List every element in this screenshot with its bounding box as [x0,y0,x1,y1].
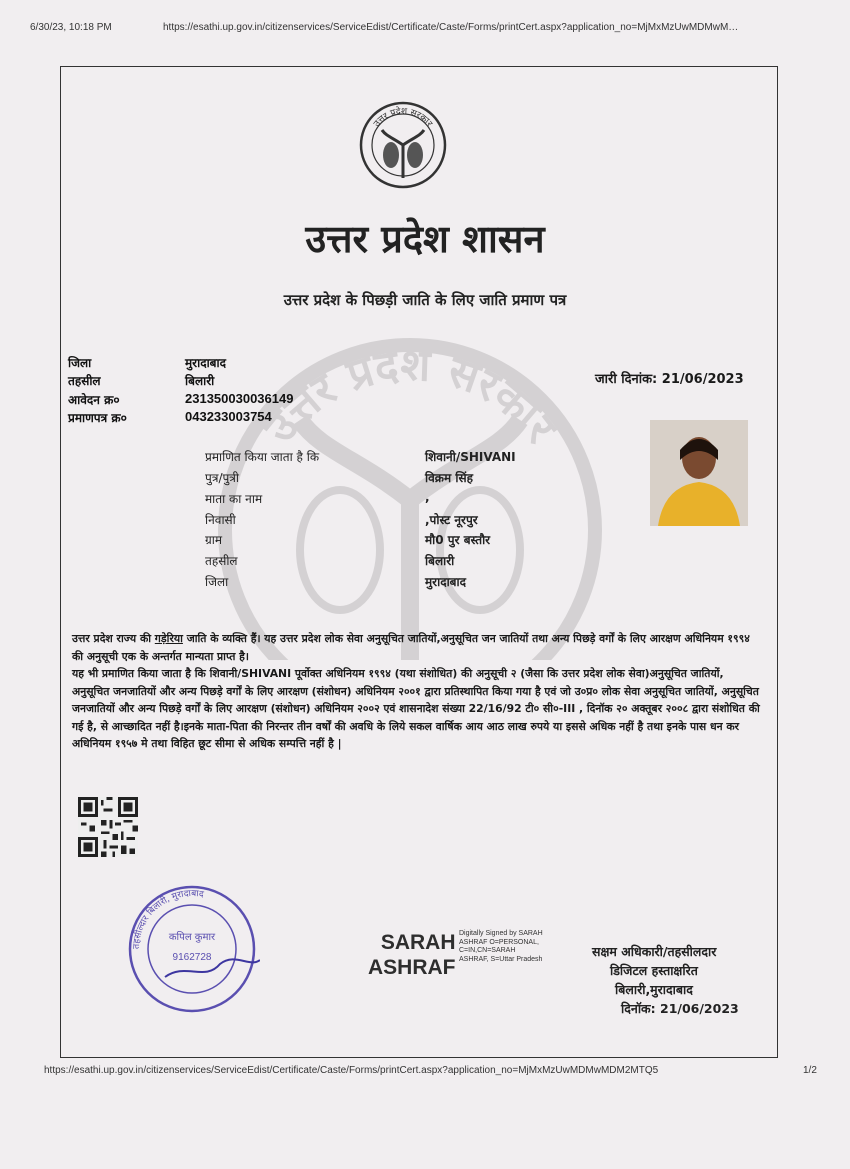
stamp-ring-text: तहसील्दार बिलारी, मुरादाबाद [131,888,205,950]
para1-prefix: उत्तर प्रदेश राज्य की [72,632,155,645]
certificate-label: प्रमाणपत्र क्र० [68,411,127,425]
body-para-2: यह भी प्रमाणित किया जाता है कि शिवानी/SHIVANI पूर्वोक्त अधिनियम १९९४ (यथा संशोधित) की अनुसूची २ (जैसा कि उत्तर प्रदेश लोक सेवा)अनुसूचित जातियों, अनुसूचित जनजातियों और अन्य पिछड़े वर्गों के लिए आरक्षण (संशोधन) अधिनियम २००१ द्वारा प्रतिस्थापित किया गया है एवं जो उ०प्र० लोक सेवा अनुसूचित जातियों, अनुसूचित जनजातियों और अन्य पिछड़े वर्गों के लिए आरक्षण (संशोधन) अधिनियम २००२ एवं शासनादेश संख्या 22/16/92 टी० सी०-III , दिनॉक २० अक्तूबर २००८ द्वारा संशोधित की गई है, से आच्छादित नहीं है।इनके माता-पिता की निरन्तर तीन वर्षों की अवधि के लिये सकल वार्षिक आय आठ लाख रुपये या इससे अधिक नहीं है तथा इनके पास धन कर अधिनियम १९५७ मे तथा विहित छूट सीमा से अधिक सम्पत्ति नहीं है | [72,667,760,750]
district-label: जिला [68,356,92,370]
signature-name [368,930,456,980]
person-district-label: जिला [205,575,229,589]
application-value: 231350030036149 [185,391,294,406]
up-government-emblem-icon [358,100,448,190]
certificate-value: 043233003754 [185,409,272,424]
digital-signature-line: ASHRAF, S=Uttar Pradesh [459,955,543,963]
page-title: उत्तर प्रदेश शासन [305,216,545,261]
tehsil-value: बिलारी [185,374,215,388]
village-label: ग्राम [205,533,223,547]
mother-name: , [425,490,430,504]
issue-date: जारी दिनांक: 21/06/2023 [595,372,744,387]
certificate-subtitle: उत्तर प्रदेश के पिछड़ी जाति के लिए जाति प्रमाण पत्र [283,291,567,309]
resident-value: ,पोस्ट नूरपुर [425,513,478,527]
resident-label: निवासी [205,513,236,527]
digitally-signed-label: डिजिटल हस्ताक्षरित [610,963,698,978]
watermark-emblem [200,330,620,660]
officer-location: बिलारी,मुरादाबाद [615,982,693,997]
body-para-1 [72,630,762,665]
page-number: 1/2 [803,1065,817,1076]
officer-date: दिनॉक: 21/06/2023 [621,1001,739,1016]
browser-url: https://esathi.up.gov.in/citizenservices/ServiceEdist/Certificate/Caste/Forms/printCert.aspx?application_no=MjMxMzUwMDMwM… [163,22,739,33]
browser-datetime: 6/30/23, 10:18 PM [30,22,112,33]
signature-name-line-1: SARAH [380,931,456,954]
person-tehsil-label: तहसील [205,554,238,568]
digital-signature-line: C=IN,CN=SARAH [459,947,516,954]
father-name: विक्रम सिंह [425,471,473,485]
digital-signature-details [459,930,543,964]
official-stamp [125,882,260,1017]
district-value: मुरादाबाद [185,356,227,370]
stamp-center-number: 9162728 [172,952,212,963]
emblem-text: उत्तर प्रदेश सरकार [372,106,434,130]
caste-name: गड़ेरिया [154,632,183,645]
person-district-value: मुरादाबाद [425,575,467,589]
applicant-photo [650,420,748,526]
certified-label: प्रमाणित किया जाता है कि [205,450,320,464]
svg-text:उत्तर प्रदेश सरकार [254,339,568,454]
signature-name-line-2: ASHRAF [368,956,456,979]
person-name: शिवानी/SHIVANI [425,450,516,464]
person-tehsil-value: बिलारी [425,554,455,568]
officer-title: सक्षम अधिकारी/तहसीलदार [592,944,717,959]
digital-signature-line: Digitally Signed by SARAH [459,930,543,937]
footer-url: https://esathi.up.gov.in/citizenservices/ServiceEdist/Certificate/Caste/Forms/printCert.aspx?application_no=MjMxMzUwMDMwMDM2MTQ5 [44,1065,659,1076]
mother-label: माता का नाम [205,492,263,506]
certificate-body [72,630,762,753]
qr-code-icon [78,797,138,857]
application-label: आवेदन क्र० [68,393,120,407]
para1-suffix: जाति के व्यक्ति हैं। यह उत्तर प्रदेश लोक सेवा अनुसूचित जातियों,अनुसूचित जन जातियों तथा अन्य पिछड़े वर्गों के लिए आरक्षण अधिनियम १९९४ की अनुसूची एक के अन्तर्गत मान्यता प्राप्त है। [72,632,750,663]
tehsil-label: तहसील [68,374,101,388]
digital-signature-line: ASHRAF O=PERSONAL, [459,938,539,946]
stamp-center-name: कपिल कुमार [168,932,216,943]
child-of-label: पुत्र/पुत्री [205,471,240,485]
watermark-text: उत्तर प्रदेश सरकार [254,339,567,453]
village-value: मौ0 पुर बस्तौर [425,533,491,547]
